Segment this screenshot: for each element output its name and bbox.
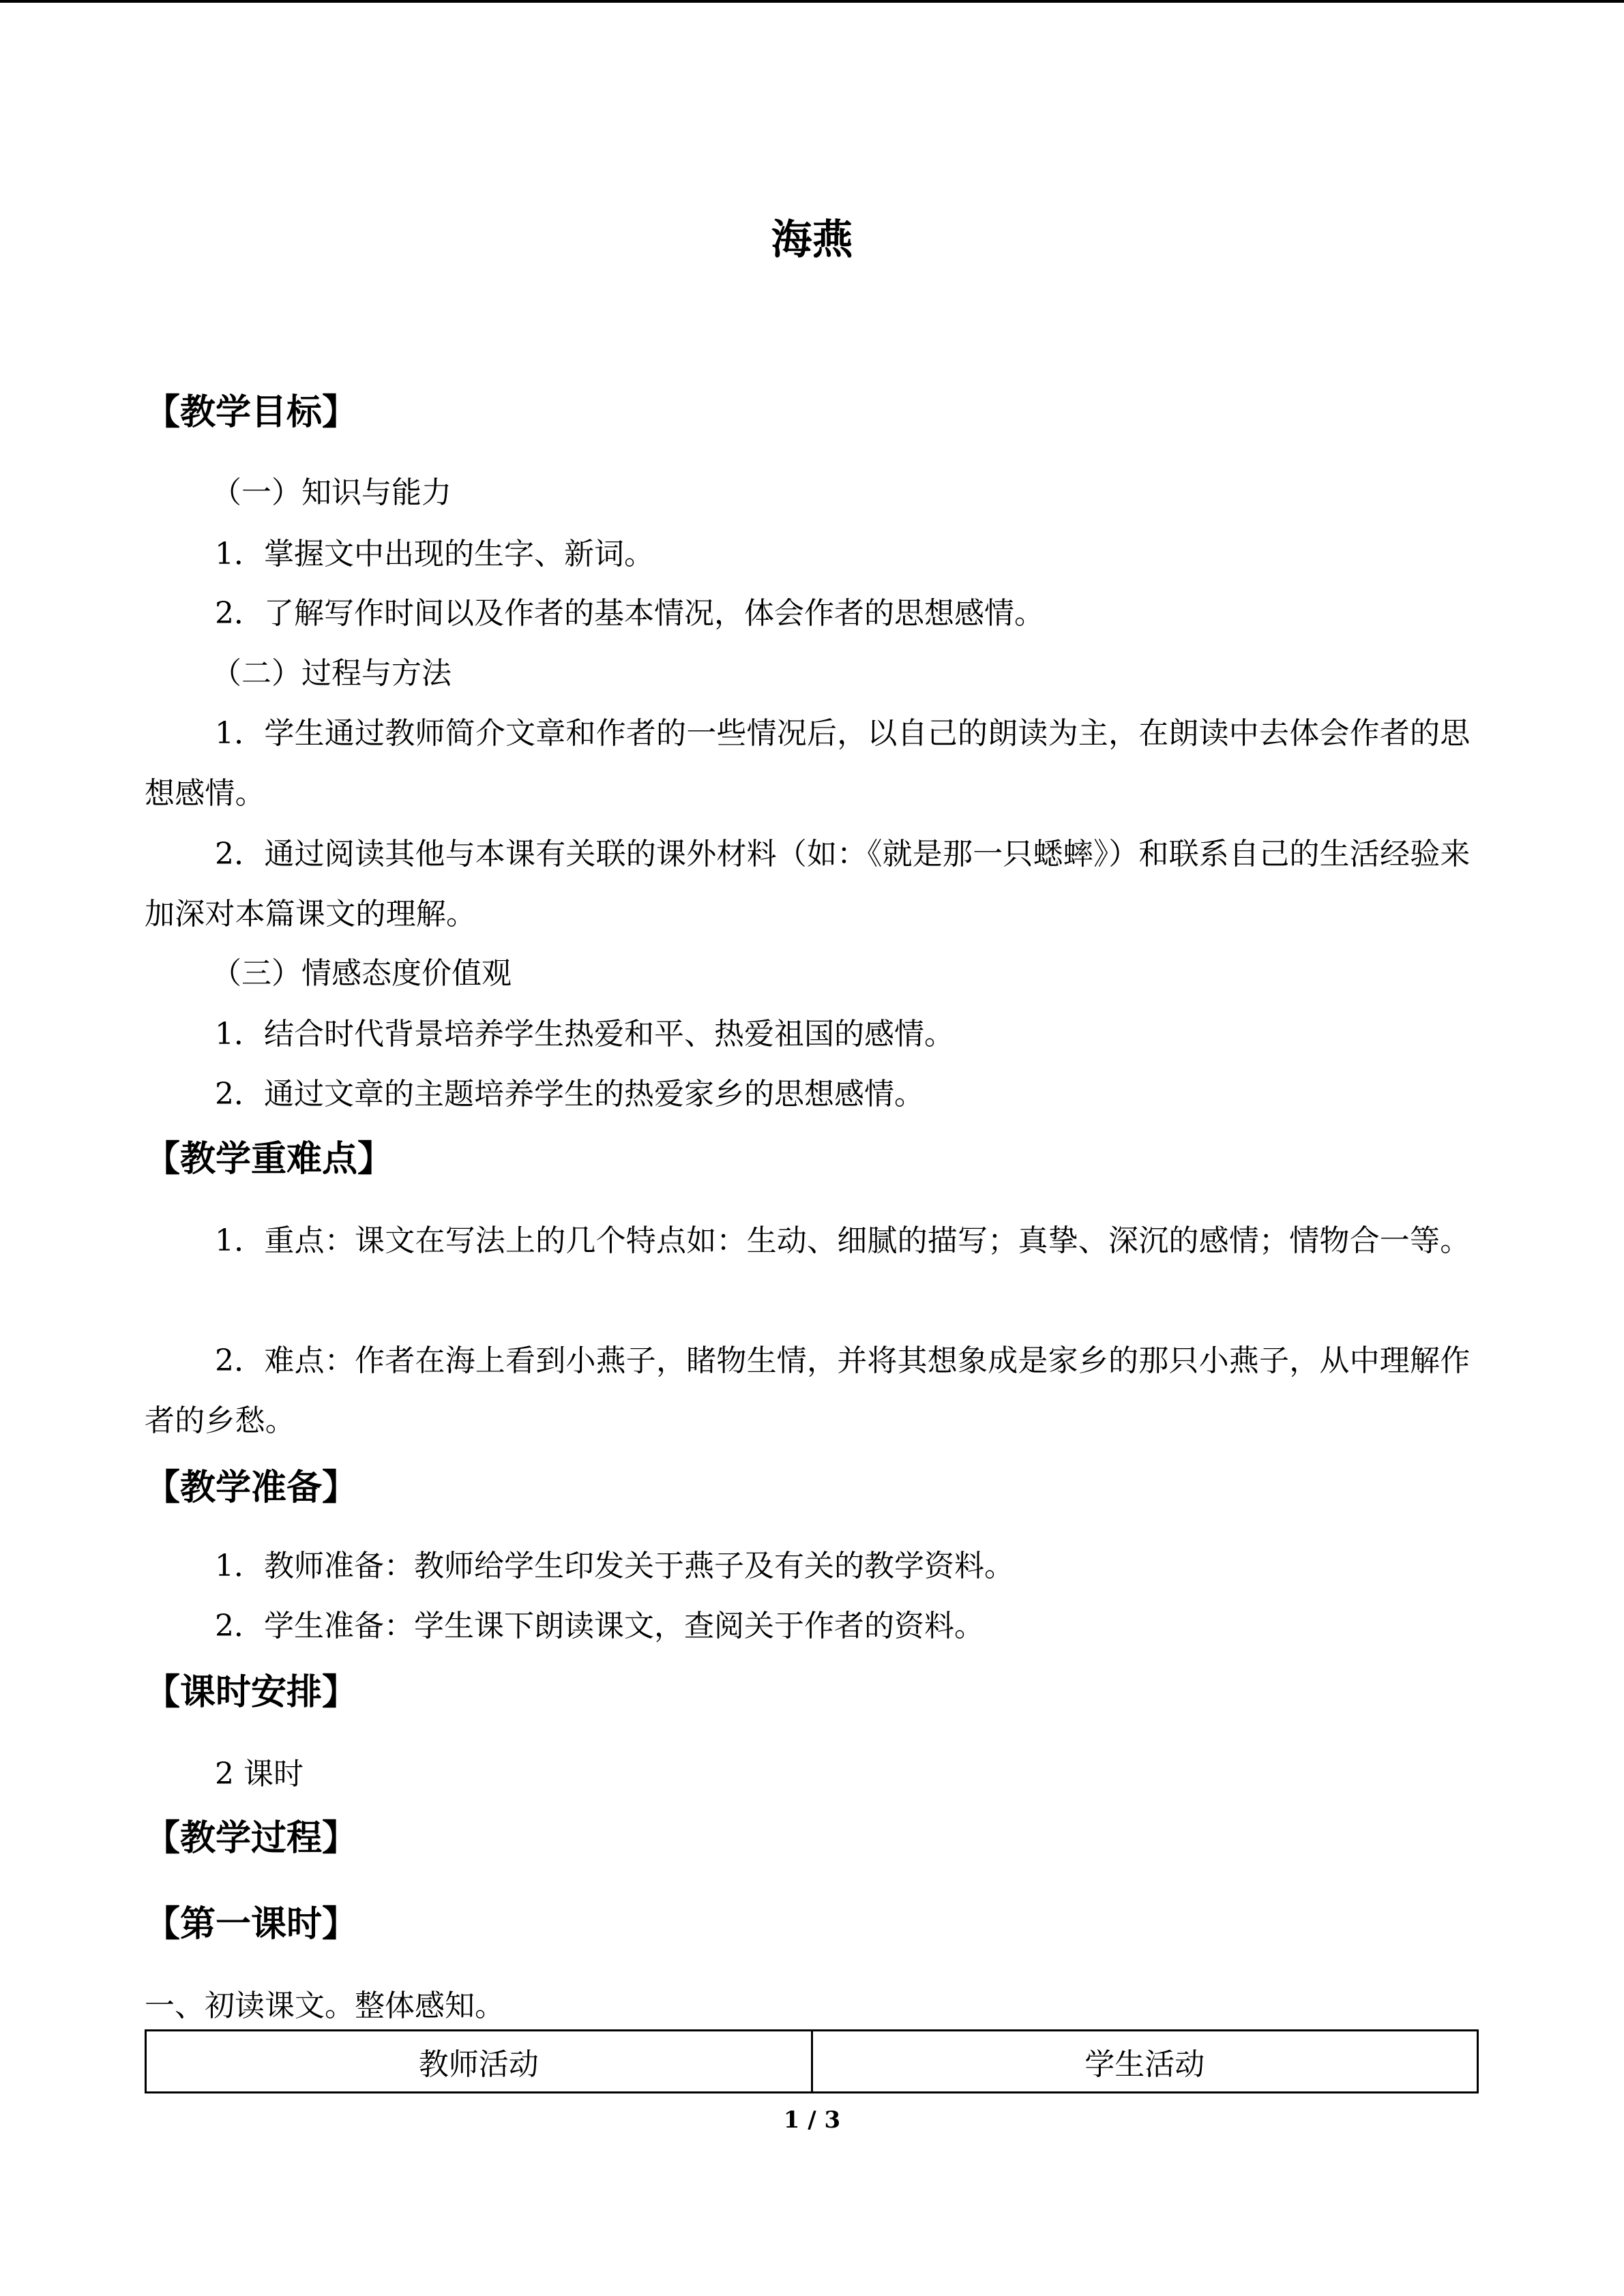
subheading-values: （三）情感态度价值观: [211, 956, 512, 991]
table-header-teacher: 教师活动: [146, 2031, 812, 2093]
heading-key-points: 【教学重难点】: [145, 1138, 394, 1180]
subheading-knowledge: （一）知识与能力: [211, 475, 452, 510]
heading-lesson-one: 【第一课时】: [145, 1903, 358, 1945]
key-point-paragraph: 2．难点：作者在海上看到小燕子，睹物生情，并将其想象成是家乡的那只小燕子，从中理解作者的乡愁。: [145, 1343, 1471, 1438]
heading-preparation: 【教学准备】: [145, 1467, 358, 1508]
heading-teaching-goals: 【教学目标】: [145, 391, 358, 433]
goal-paragraph: 2．通过阅读其他与本课有关联的课外材料（如：《就是那一只蟋蟀》）和联系自己的生活经验来加深对本篇课文的理解。: [145, 837, 1471, 931]
page-top-border: [0, 0, 1624, 3]
step-one-label: 一、初读课文。整体感知。: [145, 1988, 505, 2023]
heading-schedule: 【课时安排】: [145, 1671, 358, 1713]
goal-item: 1．掌握文中出现的生字、新词。: [215, 537, 654, 571]
subheading-process: （二）过程与方法: [211, 656, 452, 691]
heading-teaching-process: 【教学过程】: [145, 1817, 358, 1859]
document-title: 海燕: [771, 216, 853, 264]
goal-item: 2．通过文章的主题培养学生的热爱家乡的思想感情。: [215, 1077, 924, 1112]
goal-paragraph: 1．学生通过教师简介文章和作者的一些情况后，以自己的朗读为主，在朗读中去体会作者的思想感情。: [145, 716, 1471, 811]
goal-item: 1．结合时代背景培养学生热爱和平、热爱祖国的感情。: [215, 1017, 954, 1052]
table-header-student: 学生活动: [812, 2031, 1478, 2093]
table-header-row: [146, 2031, 1478, 2093]
activity-table: [145, 2029, 1479, 2093]
key-point-paragraph: 1．重点：课文在写法上的几个特点如：生动、细腻的描写；真挚、深沉的感情；情物合一等。: [215, 1223, 1471, 1258]
schedule-text: 2 课时: [215, 1757, 304, 1791]
goal-item: 2．了解写作时间以及作者的基本情况，体会作者的思想感情。: [215, 596, 1044, 631]
page-number: 1 / 3: [783, 2106, 841, 2134]
preparation-item: 2．学生准备：学生课下朗读课文，查阅关于作者的资料。: [215, 1609, 984, 1643]
preparation-item: 1．教师准备：教师给学生印发关于燕子及有关的教学资料。: [215, 1549, 1014, 1583]
